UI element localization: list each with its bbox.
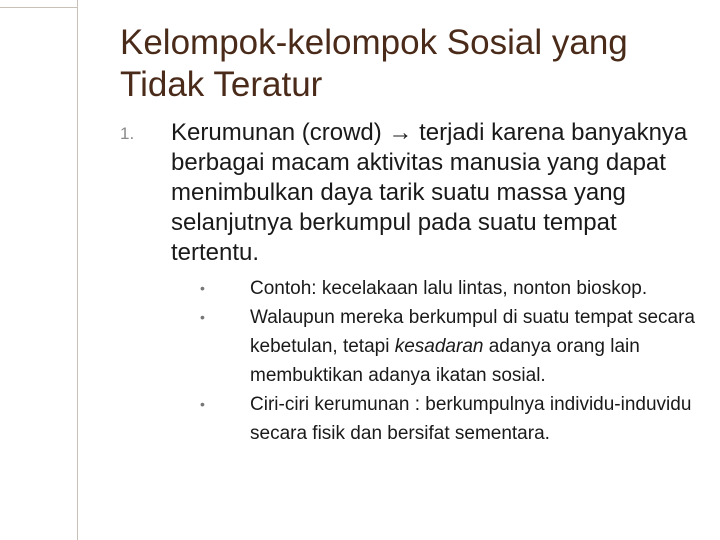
main-list-item	[120, 118, 700, 448]
slide-title: Kelompok-kelompok Sosial yang Tidak Teratur	[120, 23, 628, 104]
sub-list	[171, 274, 700, 448]
list-number: 1.	[120, 124, 135, 143]
sub-list-item	[200, 303, 700, 390]
sub-item-text-part: adanya orang lain membuktikan adanya ikatan sosial.	[250, 336, 640, 386]
main-list	[120, 118, 700, 448]
sub-list-item	[200, 390, 700, 448]
sub-item-text-italic: kesadaran	[394, 336, 484, 357]
bullet-icon: •	[200, 309, 205, 325]
decorative-frame-left	[0, 0, 78, 540]
bullet-icon: •	[200, 280, 205, 296]
list-item-text: Kerumunan (crowd) → terjadi karena banyaknya berbagai macam aktivitas manusia yang dapat menimbulkan daya tarik suatu massa yang selanjutnya berkumpul pada suatu tempat tertentu.	[171, 119, 688, 266]
sub-item-text-part: Walaupun mereka berkumpul di suatu tempat secara kebetulan, tetapi	[250, 307, 695, 357]
bullet-icon: •	[200, 396, 205, 412]
sub-item-text	[250, 303, 700, 390]
sub-list-item	[200, 274, 700, 303]
sub-item-text: Contoh: kecelakaan lalu lintas, nonton bioskop.	[250, 278, 648, 299]
sub-item-text: Ciri-ciri kerumunan : berkumpulnya individu-induvidu secara fisik dan bersifat sementara.	[250, 394, 692, 444]
decorative-frame-top	[0, 0, 78, 8]
